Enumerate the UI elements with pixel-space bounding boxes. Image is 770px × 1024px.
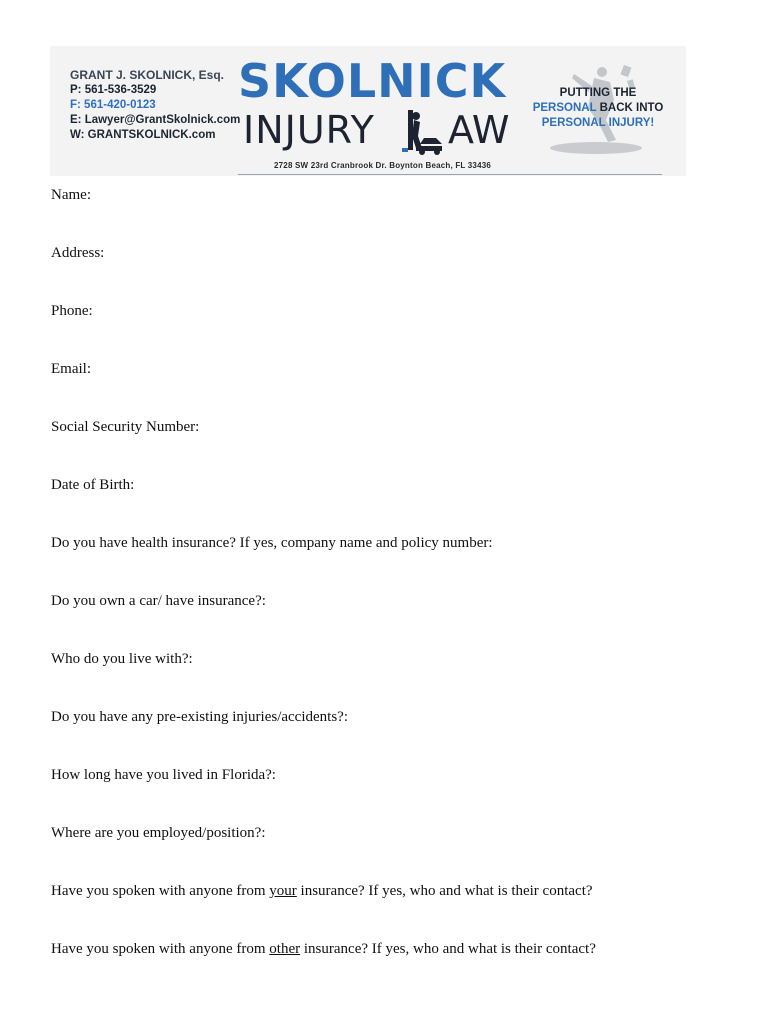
office-address: 2728 SW 23rd Cranbrook Dr. Boynton Beach, FL 33436 [274,161,492,170]
attorney-phone: P: 561-536-3529 [70,84,157,96]
tagline-personal: PERSONAL [532,102,597,114]
attorney-email: E: Lawyer@GrantSkolnick.com [70,114,241,126]
attorney-contact-block [70,68,240,143]
intake-form [51,186,731,998]
field-spoken-other-insurance [51,940,731,998]
spoken-your-suffix: insurance? If yes, who and what is their contact? [296,883,593,899]
field-preexisting-injuries: Do you have any pre-existing injuries/accidents?: [51,709,348,725]
field-date-of-birth: Date of Birth: [51,477,135,493]
spoken-other-suffix: insurance? If yes, who and what is their contact? [300,941,596,957]
attorney-name: GRANT J. SKOLNICK, Esq. [70,68,225,82]
field-address: Address: [51,245,105,261]
field-florida-residency: How long have you lived in Florida?: [51,767,276,783]
field-name: Name: [51,187,91,203]
field-email: Email: [51,361,91,377]
field-health-insurance: Do you have health insurance? If yes, company name and policy number: [51,535,493,551]
tagline [528,86,668,131]
field-live-with: Who do you live with?: [51,651,193,667]
person-and-car-icon [402,108,452,156]
letterhead [50,46,686,176]
field-employment: Where are you employed/position?: [51,825,266,841]
field-phone: Phone: [51,303,93,319]
brand-name-law: AW [448,108,510,152]
brand-name-injury: INJURY [243,108,375,152]
attorney-website: W: GRANTSKOLNICK.com [70,129,216,141]
spoken-your-prefix: Have you spoken with anyone from [51,883,270,899]
tagline-line2 [528,101,668,116]
field-spoken-your-insurance [51,882,731,940]
tagline-line1: PUTTING THE [559,87,637,99]
attorney-fax: F: 561-420-0123 [70,99,156,111]
field-ssn: Social Security Number: [51,419,200,435]
spoken-other-prefix: Have you spoken with anyone from [51,941,270,957]
tagline-back-into: BACK INTO [599,102,664,114]
spoken-your-underlined: your [269,883,297,899]
field-car-insurance: Do you own a car/ have insurance?: [51,593,266,609]
tagline-line3: PERSONAL INJURY! [541,117,655,129]
brand-name-skolnick: SKOLNICK [238,54,507,108]
spoken-other-underlined: other [269,941,301,957]
letterhead-divider [238,174,662,175]
